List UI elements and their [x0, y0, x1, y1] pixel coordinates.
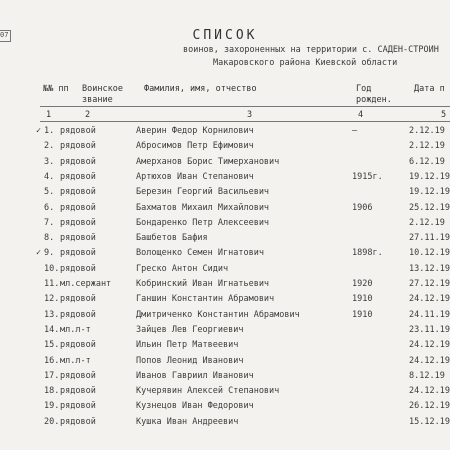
list-item [0, 248, 450, 263]
full-name: Ильин Петр Матвеевич [136, 340, 239, 351]
column-header-number: №№ пп [43, 84, 69, 94]
list-item [0, 203, 450, 218]
corner-mark: 07 [0, 30, 11, 42]
row-number: 8. [44, 233, 55, 244]
list-item [0, 356, 450, 371]
death-date: 27.11.19 [409, 233, 450, 244]
list-item [0, 294, 450, 309]
death-date: 23.11.19 [409, 324, 450, 335]
death-date: 13.12.19 [409, 263, 450, 274]
full-name: Артюхов Иван Степанович [136, 171, 254, 182]
list-item [0, 279, 450, 294]
row-number: 11. [44, 279, 60, 289]
row-number: 16. [44, 355, 60, 366]
birth-year: 1920 [352, 279, 373, 289]
full-name: Кучерявин Алексей Степанович [136, 386, 280, 397]
list-item [0, 310, 450, 325]
birth-year: 1915г. [352, 171, 383, 182]
column-header-rank: Воинское звание [82, 84, 123, 105]
list-item [0, 325, 450, 340]
list-item [0, 233, 450, 248]
row-number: 15. [44, 340, 60, 351]
death-date: 8.12.19 [409, 370, 445, 381]
death-date: 19.12.19 [409, 187, 450, 198]
death-date: 24.12.19 [409, 386, 450, 397]
list-item [0, 371, 450, 386]
military-rank: рядовой [60, 340, 96, 351]
check-mark: ✓ [36, 248, 42, 259]
row-number: 17. [44, 370, 60, 381]
full-name: Аверин Федор Корнилович [136, 126, 254, 136]
row-number: 5. [44, 187, 55, 198]
death-date: 2.12.19 [409, 141, 445, 152]
column-header-date: Дата п [414, 84, 445, 94]
military-rank: рядовой [60, 416, 96, 427]
list-item [0, 141, 450, 156]
birth-year: – [352, 126, 358, 136]
full-name: Попов Леонид Иванович [136, 355, 244, 366]
military-rank: мл.л-т [60, 355, 91, 366]
birth-year: 1898г. [352, 248, 383, 259]
military-rank: мл.л-т [60, 324, 91, 335]
military-rank: рядовой [60, 171, 96, 182]
full-name: Волощенко Семен Игнатович [136, 248, 264, 259]
row-number: 1. [44, 126, 55, 136]
military-rank: рядовой [60, 202, 96, 213]
full-name: Кобринский Иван Игнатьевич [136, 279, 270, 289]
full-name: Дмитриченко Константин Абрамович [136, 309, 300, 320]
birth-year: 1910 [352, 309, 373, 320]
header-rule-top [40, 106, 450, 107]
column-header-year: Год рожден. [356, 84, 392, 105]
check-mark: ✓ [36, 126, 42, 136]
full-name: Бахматов Михаил Михайлович [136, 202, 270, 213]
military-rank: рядовой [60, 294, 96, 305]
list-item [0, 218, 450, 233]
military-rank: рядовой [60, 386, 96, 397]
column-number-2: 2 [85, 110, 91, 120]
row-number: 20. [44, 416, 60, 427]
military-rank: рядовой [60, 141, 96, 152]
military-rank: рядовой [60, 263, 96, 274]
military-rank: рядовой [60, 309, 96, 320]
full-name: Греско Антон Сидич [136, 263, 229, 274]
row-number: 19. [44, 401, 60, 412]
death-date: 15.12.19 [409, 416, 450, 427]
military-rank: мл.сержант [60, 279, 112, 289]
full-name: Березин Георгий Васильевич [136, 187, 270, 198]
row-number: 4. [44, 171, 55, 182]
full-name: Иванов Гавриил Иванович [136, 370, 254, 381]
death-date: 24.12.19 [409, 294, 450, 305]
death-date: 19.12.19 [409, 171, 450, 182]
death-date: 26.12.19 [409, 401, 450, 412]
military-rank: рядовой [60, 233, 96, 244]
full-name: Кушка Иван Андреевич [136, 416, 239, 427]
list-item [0, 386, 450, 401]
document-subtitle-line2: Макаровского района Киевской области [213, 58, 398, 68]
list-item [0, 157, 450, 172]
military-rank: рядовой [60, 187, 96, 198]
row-number: 14. [44, 324, 60, 335]
list-item [0, 187, 450, 202]
full-name: Абросимов Петр Ефимович [136, 141, 254, 152]
row-number: 9. [44, 248, 55, 259]
military-rank: рядовой [60, 401, 96, 412]
column-number-5: 5 [441, 110, 447, 120]
death-date: 2.12.19 [409, 126, 445, 136]
list-item [0, 264, 450, 279]
full-name: Башбетов Бафия [136, 233, 208, 244]
death-date: 27.12.19 [409, 279, 450, 289]
document-subtitle-line1: воинов, захороненных на территории с. САДЕН-СТРОИН [183, 45, 439, 55]
row-number: 7. [44, 217, 55, 228]
list-item [0, 401, 450, 416]
list-item [0, 417, 450, 432]
full-name: Бондаренко Петр Алексеевич [136, 217, 270, 228]
death-date: 6.12.19 [409, 156, 445, 167]
list-item [0, 172, 450, 187]
death-date: 24.11.19 [409, 309, 450, 320]
row-number: 3. [44, 156, 55, 167]
header-rule-bottom [40, 121, 450, 122]
column-number-1: 1 [46, 110, 52, 120]
military-rank: рядовой [60, 370, 96, 381]
birth-year: 1906 [352, 202, 373, 213]
column-number-4: 4 [358, 110, 364, 120]
full-name: Амерханов Борис Тимерханович [136, 156, 280, 167]
death-date: 24.12.19 [409, 340, 450, 351]
row-number: 18. [44, 386, 60, 397]
column-header-name: Фамилия, имя, отчество [144, 84, 257, 94]
death-date: 10.12.19 [409, 248, 450, 259]
full-name: Кузнецов Иван Федорович [136, 401, 254, 412]
list-item [0, 340, 450, 355]
document-title: СПИСОК [192, 28, 258, 43]
death-date: 24.12.19 [409, 355, 450, 366]
row-number: 10. [44, 263, 60, 274]
full-name: Зайцев Лев Георгиевич [136, 324, 244, 335]
full-name: Ганшин Константин Абрамович [136, 294, 275, 305]
row-number: 6. [44, 202, 55, 213]
column-number-3: 3 [247, 110, 253, 120]
birth-year: 1910 [352, 294, 373, 305]
death-date: 2.12.19 [409, 217, 445, 228]
death-date: 25.12.19 [409, 202, 450, 213]
row-number: 2. [44, 141, 55, 152]
military-rank: рядовой [60, 248, 96, 259]
list-item [0, 126, 450, 141]
military-rank: рядовой [60, 217, 96, 228]
military-rank: рядовой [60, 156, 96, 167]
military-rank: рядовой [60, 126, 96, 136]
row-number: 13. [44, 309, 60, 320]
row-number: 12. [44, 294, 60, 305]
